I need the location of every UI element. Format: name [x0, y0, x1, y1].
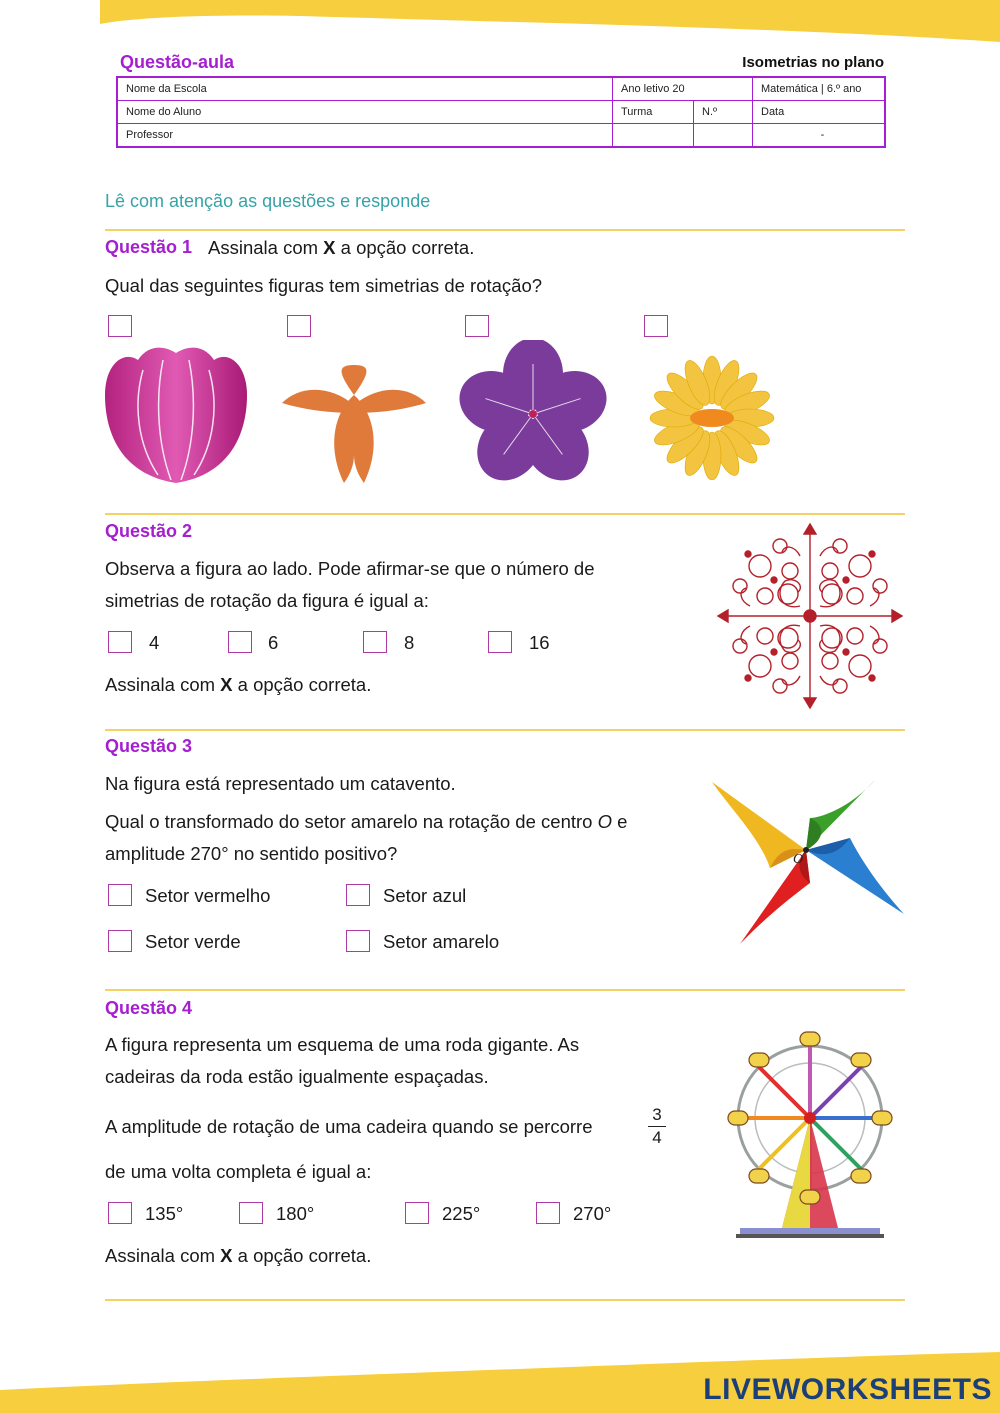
q4-option-270-label: 270° — [573, 1203, 612, 1224]
q3-option-yellow-checkbox[interactable] — [346, 930, 370, 952]
subject-cell — [753, 77, 886, 101]
purple-flower-figure — [458, 340, 608, 488]
date-dash-cell — [753, 124, 886, 148]
school-label: Nome da Escola — [126, 83, 207, 95]
q2-footer-x: X — [220, 674, 233, 695]
school-name-field[interactable] — [117, 77, 613, 101]
q2-line-1: Observa a figura ao lado. Pode afirmar-se que o número de — [105, 558, 595, 579]
q4-option-135-checkbox[interactable] — [108, 1202, 132, 1224]
q1-instruction — [208, 232, 474, 264]
q2-footer-post: a opção correta. — [232, 674, 372, 695]
q4-option-225-label: 225° — [442, 1203, 481, 1224]
subject-label: Matemática | 6.º ano — [761, 83, 862, 95]
q4-line-1: A figura representa um esquema de uma roda gigante. As — [105, 1034, 580, 1055]
q3-line-2-pre: Qual o transformado do setor amarelo na rotação de centro — [105, 811, 598, 832]
q4-option-225-checkbox[interactable] — [405, 1202, 429, 1224]
q4-footer-post: a opção correta. — [232, 1245, 372, 1266]
q3-option-red-checkbox[interactable] — [108, 884, 132, 906]
q4-line-3: A amplitude de rotação de uma cadeira quando se percorre — [105, 1116, 593, 1137]
pinwheel-figure — [710, 778, 906, 946]
q3-line-2 — [105, 806, 627, 838]
fraction-denominator: 4 — [652, 1128, 662, 1147]
q1-title — [105, 237, 192, 258]
q3-option-green-checkbox[interactable] — [108, 930, 132, 952]
q1-question: Qual das seguintes figuras tem simetrias de rotação? — [105, 275, 543, 296]
q2-title: Questão 2 — [105, 521, 193, 541]
q2-option-4-checkbox[interactable] — [108, 631, 132, 653]
date-dash: - — [820, 129, 825, 141]
q1-option-2-checkbox[interactable] — [287, 315, 311, 337]
fraction-numerator: 3 — [652, 1105, 662, 1124]
divider — [105, 513, 905, 515]
q4-line-2: cadeiras da roda estão igualmente espaçadas. — [105, 1066, 489, 1087]
q2-option-4-label: 4 — [149, 632, 160, 653]
q2-option-6-checkbox[interactable] — [228, 631, 252, 653]
q4-option-135-label: 135° — [145, 1203, 184, 1224]
q4-footer-pre: Assinala com — [105, 1245, 221, 1266]
yellow-daisy-figure — [637, 350, 787, 480]
divider — [105, 989, 905, 991]
q2-footer-pre: Assinala com — [105, 674, 221, 695]
student-info-table — [116, 76, 886, 148]
q2-option-8-label: 8 — [404, 632, 415, 653]
q4-line-4: de uma volta completa é igual a: — [105, 1161, 372, 1182]
q3-option-blue-checkbox[interactable] — [346, 884, 370, 906]
q4-option-180-label: 180° — [276, 1203, 315, 1224]
tulip-figure — [103, 345, 249, 485]
q4-title: Questão 4 — [105, 998, 193, 1018]
q1-option-3-checkbox[interactable] — [465, 315, 489, 337]
mandala-figure — [712, 518, 908, 714]
q1-instr-x: X — [323, 237, 336, 258]
q2-option-8-checkbox[interactable] — [363, 631, 387, 653]
q2-line-2: simetrias de rotação da figura é igual a: — [105, 590, 429, 611]
page-title: Questão-aula — [120, 52, 235, 72]
q3-option-red-label: Setor vermelho — [145, 885, 271, 906]
divider — [105, 229, 905, 231]
q3-line-1: Na figura está representado um catavento. — [105, 773, 456, 794]
q4-option-270-checkbox[interactable] — [536, 1202, 560, 1224]
q2-option-16-checkbox[interactable] — [488, 631, 512, 653]
pinwheel-center-label: O — [793, 852, 804, 867]
class-label: Turma — [621, 106, 653, 118]
fraction-bar — [648, 1126, 666, 1127]
q3-option-green-label: Setor verde — [145, 931, 241, 952]
orange-flower-figure — [280, 365, 428, 485]
date-label: Data — [761, 106, 785, 118]
q3-line-2-post: e — [611, 811, 628, 832]
student-name-field[interactable] — [117, 101, 613, 124]
q1-instr-post: a opção correta. — [335, 237, 475, 258]
q3-title: Questão 3 — [105, 736, 193, 756]
q4-footer — [105, 1240, 371, 1272]
q2-option-6-label: 6 — [268, 632, 279, 653]
date-field[interactable] — [753, 101, 886, 124]
teacher-label: Professor — [126, 129, 174, 141]
q1-instr-pre: Assinala com — [208, 237, 324, 258]
empty-cell — [694, 124, 753, 148]
class-field[interactable] — [613, 101, 694, 124]
divider — [105, 729, 905, 731]
q1-title-text: Questão 1 — [105, 237, 193, 257]
number-field[interactable] — [694, 101, 753, 124]
divider — [105, 1299, 905, 1301]
top-banner — [0, 0, 1000, 50]
empty-cell — [613, 124, 694, 148]
q3-line-2-o: O — [597, 811, 612, 832]
number-label: N.º — [702, 106, 718, 118]
student-label: Nome do Aluno — [126, 106, 202, 118]
teacher-field[interactable] — [117, 124, 613, 148]
q3-option-yellow-label: Setor amarelo — [383, 931, 500, 952]
liveworksheets-logo[interactable]: LIVEWORKSHEETS — [703, 1373, 992, 1406]
q4-option-180-checkbox[interactable] — [239, 1202, 263, 1224]
q2-footer — [105, 669, 371, 701]
q3-line-3: amplitude 270° no sentido positivo? — [105, 843, 398, 864]
q2-option-16-label: 16 — [529, 632, 550, 653]
school-year-field[interactable] — [613, 77, 753, 101]
q4-footer-x: X — [220, 1245, 233, 1266]
instructions-heading: Lê com atenção as questões e responde — [105, 191, 431, 211]
q3-option-blue-label: Setor azul — [383, 885, 467, 906]
year-label: Ano letivo 20 — [621, 83, 685, 95]
page-topic: Isometrias no plano — [742, 54, 884, 71]
q1-option-4-checkbox[interactable] — [644, 315, 668, 337]
q1-option-1-checkbox[interactable] — [108, 315, 132, 337]
ferris-wheel-figure — [712, 1030, 912, 1252]
three-quarters-fraction — [648, 1105, 666, 1148]
